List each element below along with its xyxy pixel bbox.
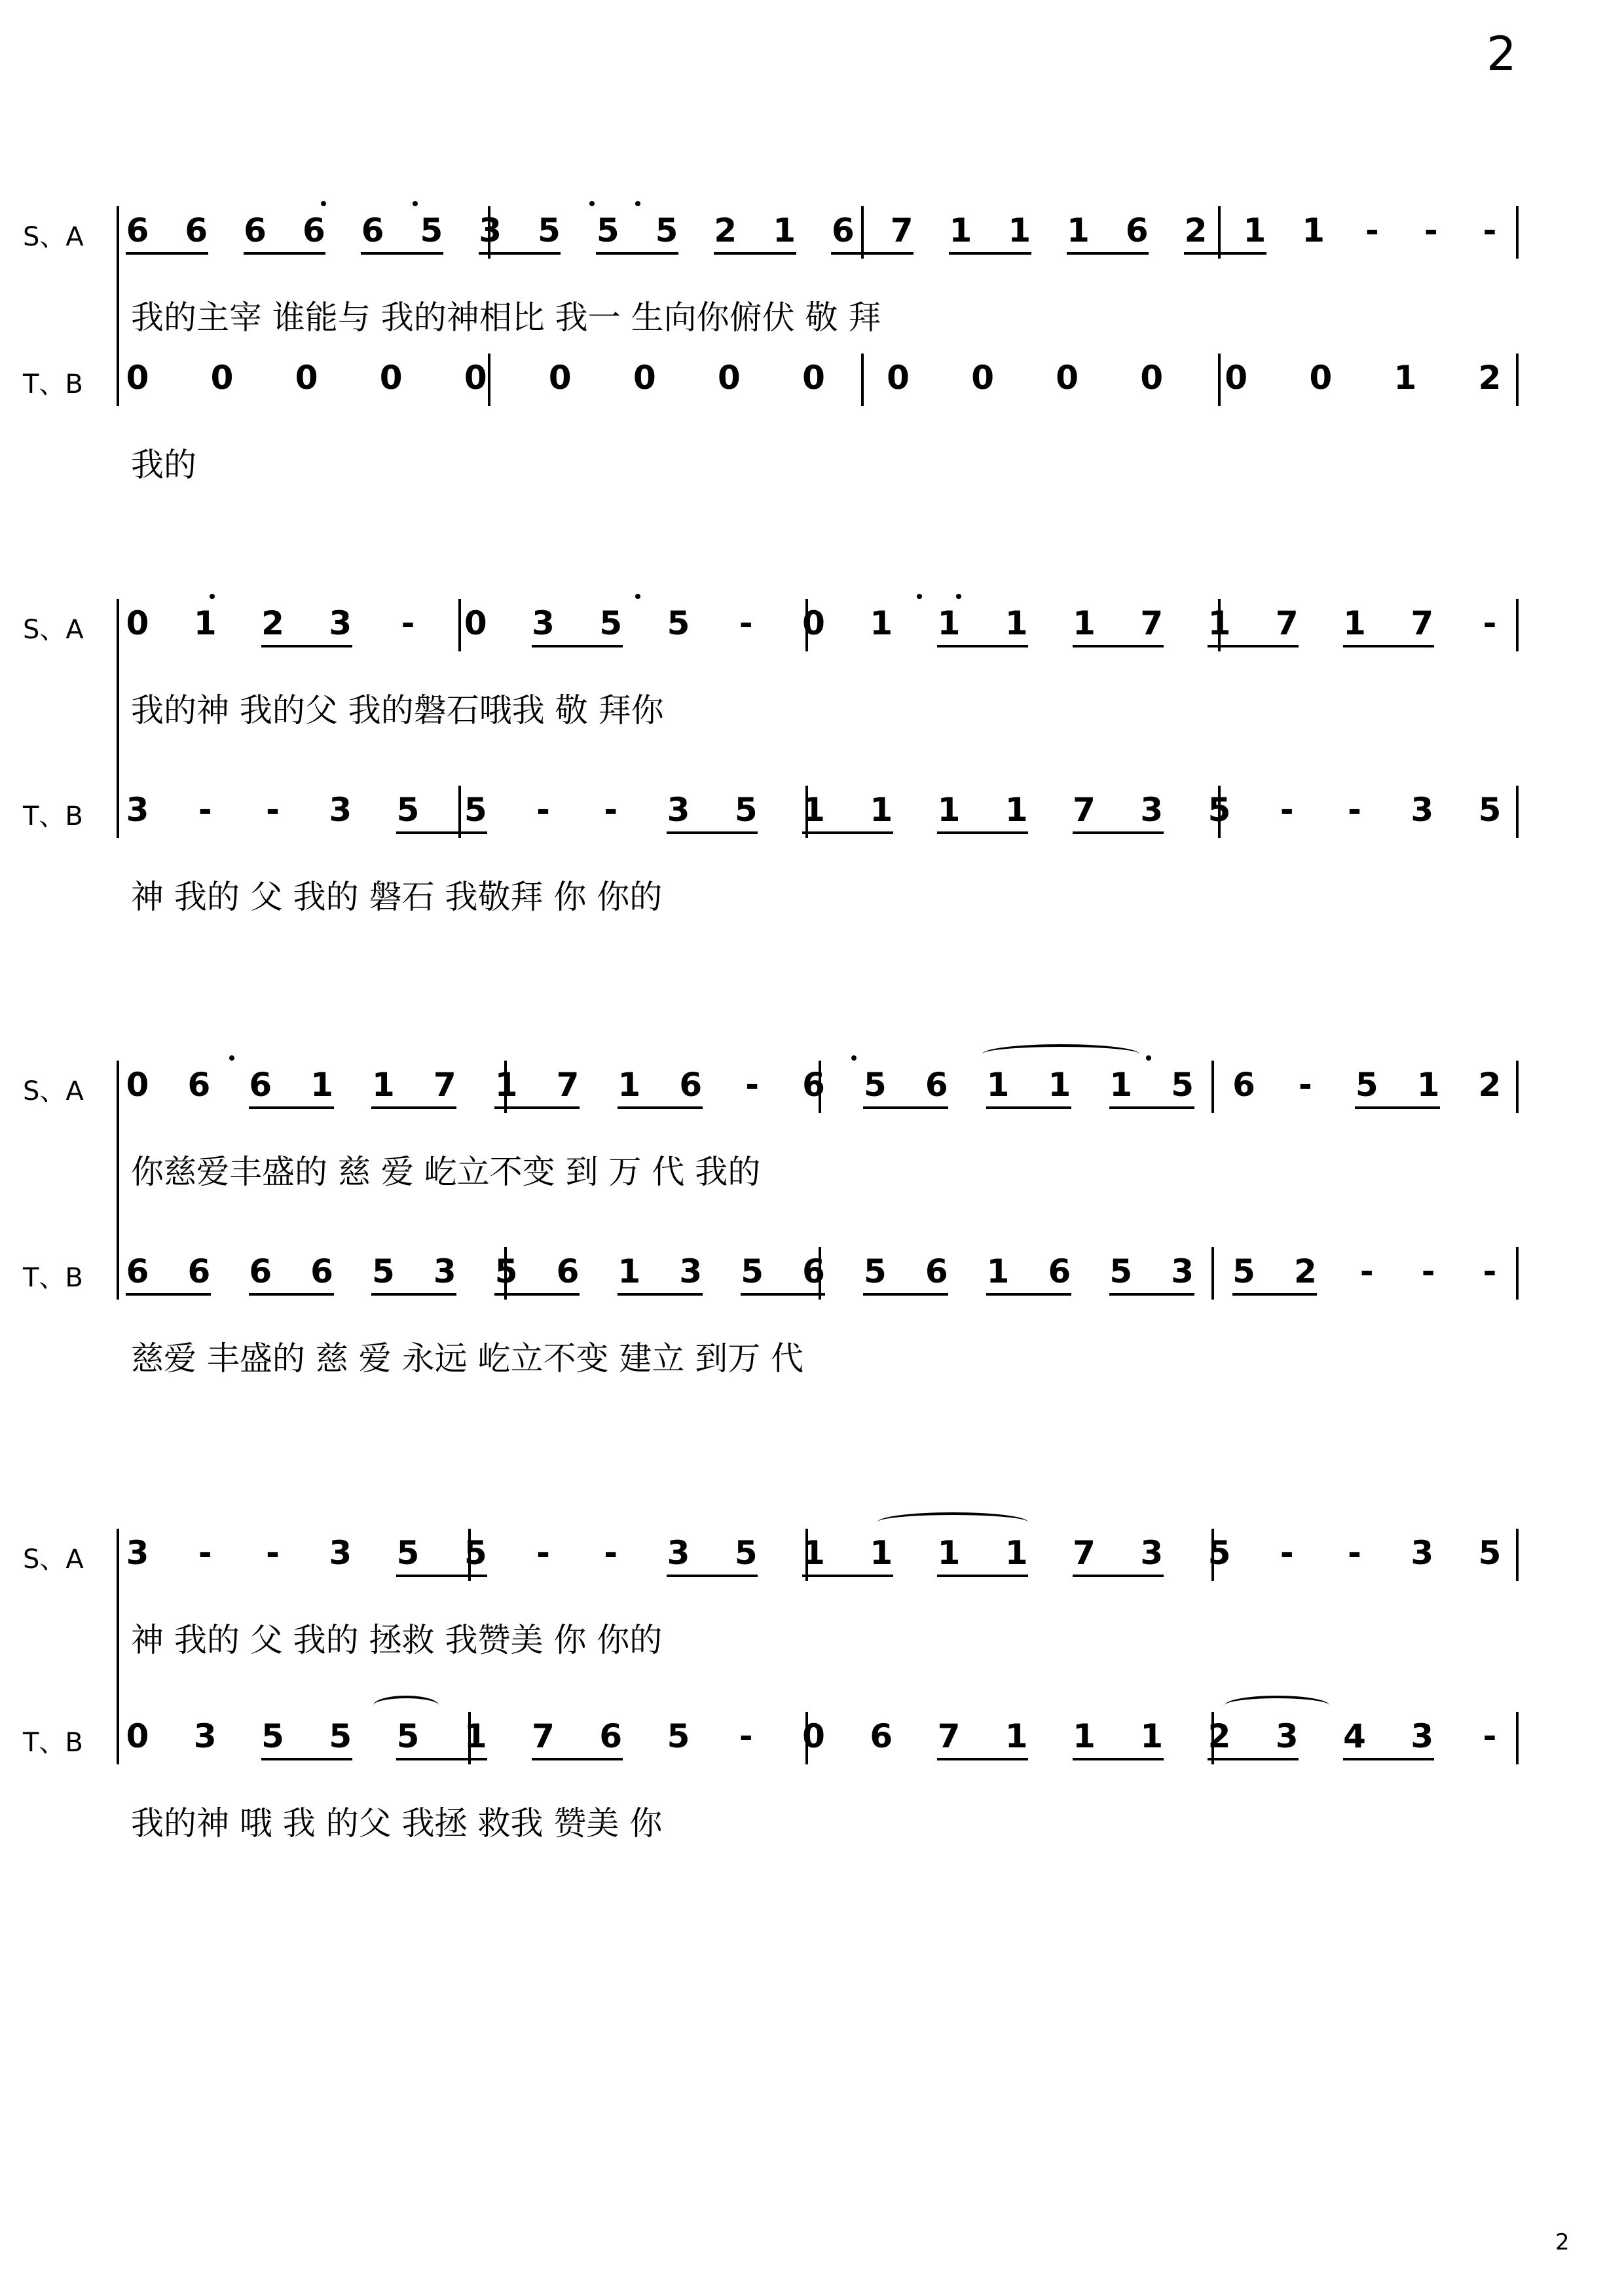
tb-beam [371, 1293, 456, 1296]
sa-note: 5 [655, 211, 678, 249]
sa-note: 1 [1067, 211, 1090, 249]
bar-line [458, 786, 461, 838]
tb-note: - [604, 791, 618, 829]
tb-note: - [536, 791, 550, 829]
sa-note: 5 [396, 1534, 420, 1572]
sa-note: 1 [870, 604, 893, 642]
tb-note: 5 [396, 1717, 420, 1755]
tb-note: 1 [870, 791, 893, 829]
sa-note: 6 [831, 211, 855, 249]
sa-note: 3 [329, 1534, 352, 1572]
tb-note: 0 [802, 1717, 825, 1755]
sa-note: 1 [802, 1534, 825, 1572]
tb-beam [261, 1758, 352, 1760]
tie-arc [877, 1512, 1028, 1532]
tb-note: 3 [667, 791, 690, 829]
sa-note: - [1483, 211, 1497, 249]
sa-note: - [1299, 1066, 1312, 1104]
tb-label: T、B [23, 1263, 83, 1293]
sa-note: 1 [1208, 604, 1231, 642]
sa-note: 5 [420, 211, 443, 249]
sa-beam [494, 1106, 580, 1109]
sa-note: 6 [126, 211, 149, 249]
sa-label: S、A [23, 1544, 84, 1575]
sa-beam [249, 1106, 334, 1109]
tie-arc [1225, 1696, 1329, 1715]
tb-beam [1208, 1758, 1299, 1760]
sa-note: 6 [679, 1066, 703, 1104]
bar-line [1516, 1247, 1519, 1300]
sa-label: S、A [23, 615, 84, 645]
tb-note: 7 [532, 1717, 555, 1755]
tb-note: 0 [464, 359, 487, 397]
tb-note: 4 [1343, 1717, 1366, 1755]
tb-lyric: 慈爱 丰盛的 慈 爱 永远 屹立不变 建立 到万 代 [131, 1339, 804, 1377]
sa-note: 6 [302, 211, 325, 249]
tb-note: 3 [1411, 791, 1434, 829]
tb-note: 0 [1056, 359, 1079, 397]
octave-dot [956, 594, 961, 599]
sa-note: 6 [244, 211, 267, 249]
tb-note: 3 [433, 1252, 456, 1290]
sa-note: 3 [126, 1534, 149, 1572]
sa-note: 5 [464, 1534, 487, 1572]
tb-note: 3 [679, 1252, 703, 1290]
bar-line [1516, 1529, 1519, 1581]
sa-note: - [266, 1534, 280, 1572]
sa-note: 1 [310, 1066, 333, 1104]
tb-note: 1 [1393, 359, 1417, 397]
sa-note: 1 [1005, 604, 1028, 642]
tb-note: 5 [1109, 1252, 1133, 1290]
sa-note: 6 [249, 1066, 272, 1104]
sa-note: 6 [925, 1066, 948, 1104]
tb-note: 3 [1171, 1252, 1194, 1290]
sa-note: 5 [1478, 1534, 1502, 1572]
sa-note: 7 [433, 1066, 456, 1104]
sa-note: - [1483, 604, 1497, 642]
tb-note: 0 [210, 359, 234, 397]
tb-note: 5 [667, 1717, 690, 1755]
sa-note: 5 [863, 1066, 887, 1104]
bar-line [488, 354, 490, 406]
tb-note: 5 [1232, 1252, 1255, 1290]
tb-note: 7 [1073, 791, 1096, 829]
sa-note: 3 [479, 211, 502, 249]
tb-note: 5 [261, 1717, 284, 1755]
sa-note: 5 [1355, 1066, 1378, 1104]
tb-note: 1 [464, 1717, 487, 1755]
sa-note: 1 [1109, 1066, 1133, 1104]
sa-note: 0 [802, 604, 825, 642]
bar-line [1218, 206, 1221, 259]
octave-dot [210, 594, 215, 599]
sa-note: 1 [1416, 1066, 1440, 1104]
sa-lyric: 我的主宰 谁能与 我的神相比 我一 生向你俯伏 敬 拜 [131, 299, 881, 337]
tb-note: 5 [464, 791, 487, 829]
tb-note: 5 [494, 1252, 518, 1290]
bar-line [1516, 354, 1519, 406]
sa-note: 7 [556, 1066, 580, 1104]
tb-beam [1109, 1293, 1194, 1296]
tb-label: T、B [23, 1728, 83, 1758]
tb-note: 3 [193, 1717, 217, 1755]
sa-beam [949, 252, 1031, 255]
tb-beam [1232, 1293, 1318, 1296]
sa-beam [1343, 645, 1434, 647]
octave-dot [851, 1055, 857, 1061]
tb-note: 2 [1478, 359, 1502, 397]
tb-note: 1 [937, 791, 961, 829]
tb-beam [1073, 1758, 1164, 1760]
octave-dot [229, 1055, 234, 1061]
sa-note: 1 [1048, 1066, 1071, 1104]
sa-note: 1 [1008, 211, 1031, 249]
sa-beam [396, 1575, 487, 1577]
sa-beam [937, 645, 1028, 647]
tb-note: 6 [802, 1252, 825, 1290]
tb-note: 0 [1140, 359, 1164, 397]
sa-note: 1 [193, 604, 217, 642]
sa-note: 2 [261, 604, 284, 642]
sa-note: 7 [1411, 604, 1434, 642]
sa-note: 7 [1140, 604, 1164, 642]
tb-note: 0 [295, 359, 318, 397]
sa-note: 1 [937, 1534, 961, 1572]
tb-note: 0 [1309, 359, 1333, 397]
sa-beam [667, 1575, 758, 1577]
tb-beam [937, 831, 1028, 834]
tb-note: 2 [1294, 1252, 1317, 1290]
tb-beam [802, 831, 893, 834]
sa-beam [261, 645, 352, 647]
tb-note: 6 [870, 1717, 893, 1755]
tb-note: 5 [396, 791, 420, 829]
sa-note: 1 [949, 211, 972, 249]
tb-lyric: 我的 [131, 446, 196, 484]
tb-note: 5 [372, 1252, 395, 1290]
tb-note: - [1348, 791, 1361, 829]
bar-line [861, 206, 864, 259]
sa-beam [126, 252, 208, 255]
sa-note: 1 [1243, 211, 1266, 249]
sa-beam [714, 252, 796, 255]
bar-line [1516, 786, 1519, 838]
sa-beam [361, 252, 443, 255]
tb-note: 0 [379, 359, 403, 397]
sa-note: - [745, 1066, 759, 1104]
sa-note: - [401, 604, 415, 642]
tb-beam [741, 1293, 826, 1296]
sa-note: 1 [618, 1066, 641, 1104]
page-number-top: 2 [1486, 26, 1517, 81]
tb-note: 0 [548, 359, 572, 397]
tb-note: 5 [1208, 791, 1231, 829]
sa-note: 7 [1275, 604, 1299, 642]
sa-note: 6 [187, 1066, 211, 1104]
octave-dot [635, 201, 640, 206]
sa-note: 1 [773, 211, 796, 249]
tb-note: 6 [249, 1252, 272, 1290]
sa-note: - [1348, 1534, 1361, 1572]
tb-note: 6 [310, 1252, 333, 1290]
tb-beam [396, 1758, 487, 1760]
tb-note: 0 [887, 359, 910, 397]
tb-note: 6 [187, 1252, 211, 1290]
sa-note: 3 [667, 1534, 690, 1572]
tb-note: 0 [718, 359, 741, 397]
tb-note: 1 [986, 1252, 1010, 1290]
tb-beam [494, 1293, 580, 1296]
tb-note: 6 [126, 1252, 149, 1290]
sa-beam [863, 1106, 948, 1109]
sa-beam [618, 1106, 703, 1109]
sa-beam [1073, 645, 1164, 647]
sa-note: 0 [126, 1066, 149, 1104]
sa-note: 2 [1184, 211, 1208, 249]
tb-note: 0 [971, 359, 995, 397]
sa-note: 5 [596, 211, 619, 249]
sa-beam [1184, 252, 1266, 255]
tb-label: T、B [23, 369, 83, 399]
tb-note: 1 [1005, 791, 1028, 829]
octave-dot [917, 594, 922, 599]
sa-beam [1073, 1575, 1164, 1577]
tb-note: 5 [1478, 791, 1502, 829]
sa-note: 6 [802, 1066, 825, 1104]
sa-note: 6 [361, 211, 384, 249]
sa-lyric: 你慈爱丰盛的 慈 爱 屹立不变 到 万 代 我的 [131, 1153, 761, 1191]
tb-note: 6 [599, 1717, 623, 1755]
tie-arc [982, 1044, 1139, 1064]
system-rule [117, 599, 119, 838]
octave-dot [321, 201, 326, 206]
sa-note: - [536, 1534, 550, 1572]
sa-note: - [198, 1534, 212, 1572]
tb-beam [618, 1293, 703, 1296]
tb-note: 1 [618, 1252, 641, 1290]
sa-beam [371, 1106, 456, 1109]
tb-lyric: 我的神 哦 我 的父 我拯 救我 赞美 你 [131, 1804, 663, 1842]
sa-note: 0 [464, 604, 487, 642]
sa-note: 5 [734, 1534, 758, 1572]
sa-beam [1355, 1106, 1440, 1109]
tb-note: 3 [126, 791, 149, 829]
tb-note: 5 [741, 1252, 764, 1290]
sa-note: 1 [1343, 604, 1366, 642]
tb-note: 5 [329, 1717, 352, 1755]
sa-note: 6 [185, 211, 208, 249]
system-rule [117, 206, 119, 406]
tb-note: 3 [329, 791, 352, 829]
tb-note: - [1483, 1252, 1497, 1290]
sa-note: 1 [870, 1534, 893, 1572]
bar-line [1211, 1247, 1214, 1300]
octave-dot [635, 594, 640, 599]
sa-note: 1 [494, 1066, 518, 1104]
bar-line [1516, 599, 1519, 651]
page-number-bottom: 2 [1555, 2229, 1570, 2255]
sa-note: - [1280, 1534, 1294, 1572]
sa-beam [1208, 645, 1299, 647]
sa-note: 5 [1208, 1534, 1231, 1572]
system-rule [117, 1529, 119, 1764]
tb-beam [1073, 831, 1164, 834]
tb-note: 0 [1225, 359, 1248, 397]
tb-note: 1 [802, 791, 825, 829]
sa-note: 3 [1140, 1534, 1164, 1572]
sa-note: 3 [532, 604, 555, 642]
bar-line [1218, 354, 1221, 406]
sa-note: 5 [1171, 1066, 1194, 1104]
bar-line [1211, 1061, 1214, 1113]
tb-note: 7 [937, 1717, 961, 1755]
tb-note: 5 [734, 791, 758, 829]
tb-note: 1 [1140, 1717, 1164, 1755]
tb-note: 2 [1208, 1717, 1231, 1755]
tb-lyric: 神 我的 父 我的 磐石 我敬拜 你 你的 [131, 878, 663, 916]
sa-note: 6 [1232, 1066, 1255, 1104]
sa-beam [1109, 1106, 1194, 1109]
tb-note: 3 [1411, 1717, 1434, 1755]
octave-dot [1146, 1055, 1151, 1061]
sa-beam [532, 645, 623, 647]
sa-beam [596, 252, 678, 255]
sa-note: 1 [372, 1066, 395, 1104]
sa-note: 1 [1005, 1534, 1028, 1572]
bar-line [458, 599, 461, 651]
sa-note: 0 [126, 604, 149, 642]
tb-beam [863, 1293, 948, 1296]
tb-note: - [1280, 791, 1294, 829]
sa-note: 5 [599, 604, 623, 642]
sa-note: - [739, 604, 753, 642]
sa-note: 1 [1302, 211, 1325, 249]
tb-note: - [266, 791, 280, 829]
tb-note: 6 [556, 1252, 580, 1290]
sa-label: S、A [23, 1076, 84, 1106]
sa-lyric: 神 我的 父 我的 拯救 我赞美 你 你的 [131, 1621, 663, 1659]
tb-beam [532, 1758, 623, 1760]
sa-beam [244, 252, 326, 255]
tb-note: 3 [1140, 791, 1164, 829]
bar-line [861, 354, 864, 406]
sa-note: 3 [1411, 1534, 1434, 1572]
tb-note: 1 [1005, 1717, 1028, 1755]
tb-note: - [1483, 1717, 1497, 1755]
bar-line [1516, 1061, 1519, 1113]
sa-note: 2 [714, 211, 737, 249]
sa-note: 2 [1478, 1066, 1502, 1104]
sa-beam [831, 252, 913, 255]
sa-note: 7 [1073, 1534, 1096, 1572]
tb-note: - [739, 1717, 753, 1755]
tb-beam [396, 831, 487, 834]
sa-note: 1 [1073, 604, 1096, 642]
tb-beam [986, 1293, 1071, 1296]
sa-note: 5 [667, 604, 690, 642]
sa-note: 6 [1125, 211, 1149, 249]
sa-note: 1 [986, 1066, 1010, 1104]
bar-line [1516, 206, 1519, 259]
tb-beam [249, 1293, 334, 1296]
sa-beam [986, 1106, 1071, 1109]
sa-note: 3 [329, 604, 352, 642]
sa-note: - [1424, 211, 1438, 249]
sa-beam [479, 252, 561, 255]
tb-note: 5 [863, 1252, 887, 1290]
octave-dot [413, 201, 418, 206]
system-rule [117, 1061, 119, 1300]
sa-label: S、A [23, 222, 84, 252]
sa-beam [802, 1575, 893, 1577]
tb-beam [937, 1758, 1028, 1760]
sa-lyric: 我的神 我的父 我的磐石哦我 敬 拜你 [131, 691, 664, 729]
sa-beam [937, 1575, 1028, 1577]
sa-note: 7 [890, 211, 913, 249]
tb-beam [126, 1293, 211, 1296]
tb-beam [667, 831, 758, 834]
sa-note: 1 [937, 604, 961, 642]
tb-note: 0 [802, 359, 825, 397]
tb-note: 3 [1275, 1717, 1299, 1755]
tb-beam [1343, 1758, 1434, 1760]
octave-dot [589, 201, 595, 206]
sa-note: - [1365, 211, 1379, 249]
tb-note: 1 [1073, 1717, 1096, 1755]
tb-note: - [1421, 1252, 1435, 1290]
sa-beam [1067, 252, 1149, 255]
tb-note: - [1359, 1252, 1374, 1290]
tb-note: 0 [126, 1717, 149, 1755]
tie-arc [373, 1696, 439, 1715]
tb-label: T、B [23, 801, 83, 831]
sa-note: 5 [538, 211, 561, 249]
sa-note: - [604, 1534, 618, 1572]
tb-note: 0 [126, 359, 149, 397]
tb-note: - [198, 791, 212, 829]
tb-note: 0 [633, 359, 656, 397]
tb-note: 6 [925, 1252, 948, 1290]
tb-note: 6 [1048, 1252, 1071, 1290]
bar-line [1516, 1712, 1519, 1764]
